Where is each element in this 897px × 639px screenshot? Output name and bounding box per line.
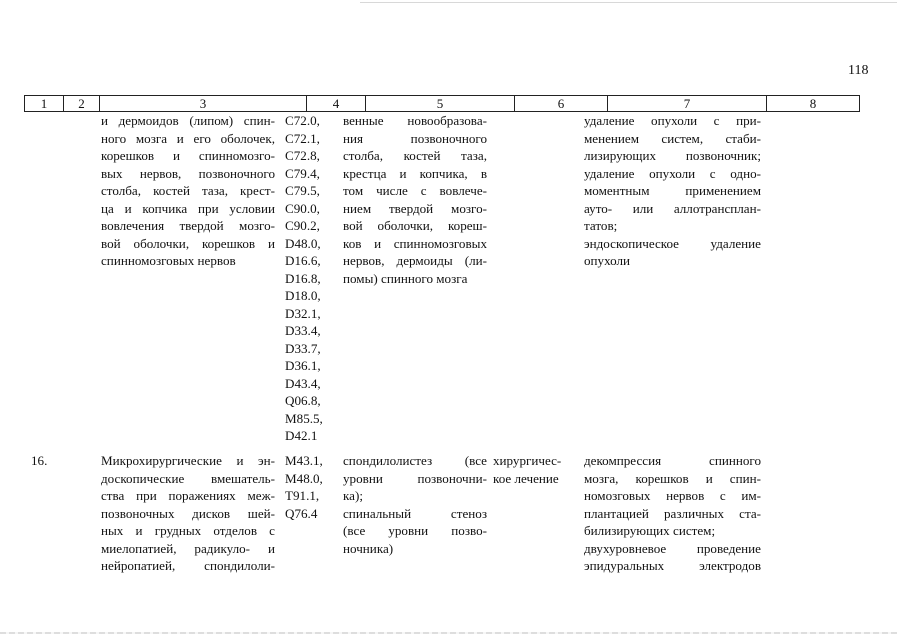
diagnosis-code: D42.1 — [285, 428, 318, 443]
diagnosis-code: C90.0, — [285, 200, 320, 216]
text-line: уровни позвоночни- — [343, 470, 487, 486]
column-header-2: 2 — [63, 96, 99, 111]
text-line: доскопические вмешатель- — [101, 470, 275, 486]
column-header-4: 4 — [306, 96, 365, 111]
text-line: спинальный стеноз — [343, 505, 487, 521]
text-line: (все уровни позво- — [343, 523, 487, 538]
column-header-8: 8 — [766, 96, 859, 111]
diagnosis-code: D32.1, — [285, 305, 321, 321]
text-line: вовлечения твердой мозго- — [101, 218, 275, 233]
row-number: 16. — [31, 453, 48, 468]
text-line: плантацией различных ста- — [584, 505, 761, 521]
diagnosis-code: Q76.4 — [285, 505, 318, 521]
text-line: крестца и копчика, в — [343, 165, 487, 181]
row1-col3-text — [101, 112, 275, 270]
text-line: ка); — [343, 488, 363, 503]
text-line: вой оболочки, корешков и — [101, 235, 275, 251]
text-line: столба, костей таза, крест- — [101, 183, 275, 198]
row1-col5-text — [343, 112, 487, 287]
text-line: ного мозга и его оболочек, — [101, 130, 275, 146]
diagnosis-code: M43.1, — [285, 453, 323, 468]
text-line: миелопатией, радикуло- и — [101, 540, 275, 556]
row2-col4-codes — [285, 452, 337, 522]
diagnosis-code: Q06.8, — [285, 393, 321, 408]
scan-edge-top — [360, 2, 897, 3]
diagnosis-code: T91.1, — [285, 488, 320, 503]
diagnosis-code: D43.4, — [285, 375, 321, 391]
text-line: номозговых нервов с им- — [584, 488, 761, 503]
column-header-3: 3 — [99, 96, 306, 111]
text-line: нервов, дермоиды (ли- — [343, 253, 487, 268]
diagnosis-code: M85.5, — [285, 410, 323, 426]
text-line: кое лечение — [493, 470, 559, 486]
text-line: ца и копчика при условии — [101, 200, 275, 216]
text-line: ния позвоночного — [343, 130, 487, 146]
diagnosis-code: C79.5, — [285, 183, 320, 198]
text-line: моментным применением — [584, 183, 761, 198]
scan-edge-bottom — [0, 632, 897, 634]
text-line: позвоночных дисков шей- — [101, 505, 275, 521]
row2-col3-text — [101, 452, 275, 575]
row1-col7-text — [584, 112, 761, 270]
text-line: двухуровневое проведение — [584, 540, 761, 556]
text-line: нейропатией, спондилоли- — [101, 558, 275, 573]
text-line: Микрохирургические и эн- — [101, 453, 275, 468]
text-line: спондилолистез (все — [343, 453, 487, 468]
text-line: удаление опухоли с при- — [584, 113, 761, 128]
diagnosis-code: C72.0, — [285, 113, 320, 128]
column-header-6: 6 — [514, 96, 607, 111]
page-number: 118 — [848, 63, 869, 78]
text-line: ных и грудных отделов с — [101, 523, 275, 538]
text-line: билизирующих систем; — [584, 523, 716, 538]
text-line: мозга, корешков и спин- — [584, 470, 761, 486]
text-line: эндоскопическое удаление — [584, 235, 761, 251]
text-line: помы) спинного мозга — [343, 270, 468, 286]
diagnosis-code: D33.4, — [285, 323, 321, 338]
text-line: ства при поражениях меж- — [101, 488, 275, 503]
text-line: вой оболочки, кореш- — [343, 218, 487, 233]
row2-col5-text — [343, 452, 487, 557]
diagnosis-code: M48.0, — [285, 470, 323, 486]
diagnosis-code: D33.7, — [285, 340, 321, 356]
diagnosis-code: D16.8, — [285, 270, 321, 286]
text-line: нием твердой мозго- — [343, 200, 487, 216]
text-line: менением систем, стаби- — [584, 130, 761, 146]
diagnosis-code: D18.0, — [285, 288, 321, 303]
row2-col7-text — [584, 452, 761, 575]
text-line: ауто- или аллотрансплан- — [584, 200, 761, 216]
text-line: удаление опухоли с одно- — [584, 165, 761, 181]
row2-col6-text — [493, 452, 579, 487]
text-line: и дермоидов (липом) спин- — [101, 113, 275, 128]
diagnosis-code: D16.6, — [285, 253, 321, 268]
text-line: вых нервов, позвоночного — [101, 165, 275, 181]
text-line: том числе с вовлече- — [343, 183, 487, 198]
text-line: венные новообразова- — [343, 113, 487, 128]
column-header-1: 1 — [40, 96, 48, 111]
text-line: корешков и спинномозго- — [101, 148, 275, 163]
text-line: опухоли — [584, 253, 631, 268]
diagnosis-code: C79.4, — [285, 165, 320, 181]
text-line: хирургичес- — [493, 453, 562, 468]
table-header — [24, 95, 860, 112]
text-line: лизирующих позвоночник; — [584, 148, 761, 163]
text-line: столба, костей таза, — [343, 148, 487, 163]
row1-col4-codes — [285, 112, 337, 445]
diagnosis-code: C72.1, — [285, 130, 320, 146]
column-header-7: 7 — [607, 96, 766, 111]
text-line: ночника) — [343, 540, 394, 556]
diagnosis-code: C90.2, — [285, 218, 320, 233]
row2-number — [31, 452, 71, 470]
text-line: ков и спинномозговых — [343, 235, 487, 251]
column-header-5: 5 — [365, 96, 514, 111]
text-line: спинномозговых нервов — [101, 253, 236, 268]
diagnosis-code: D48.0, — [285, 235, 321, 251]
diagnosis-code: D36.1, — [285, 358, 321, 373]
text-line: декомпрессия спинного — [584, 453, 761, 468]
text-line: татов; — [584, 218, 618, 233]
text-line: эпидуральных электродов — [584, 558, 761, 573]
diagnosis-code: C72.8, — [285, 148, 320, 163]
